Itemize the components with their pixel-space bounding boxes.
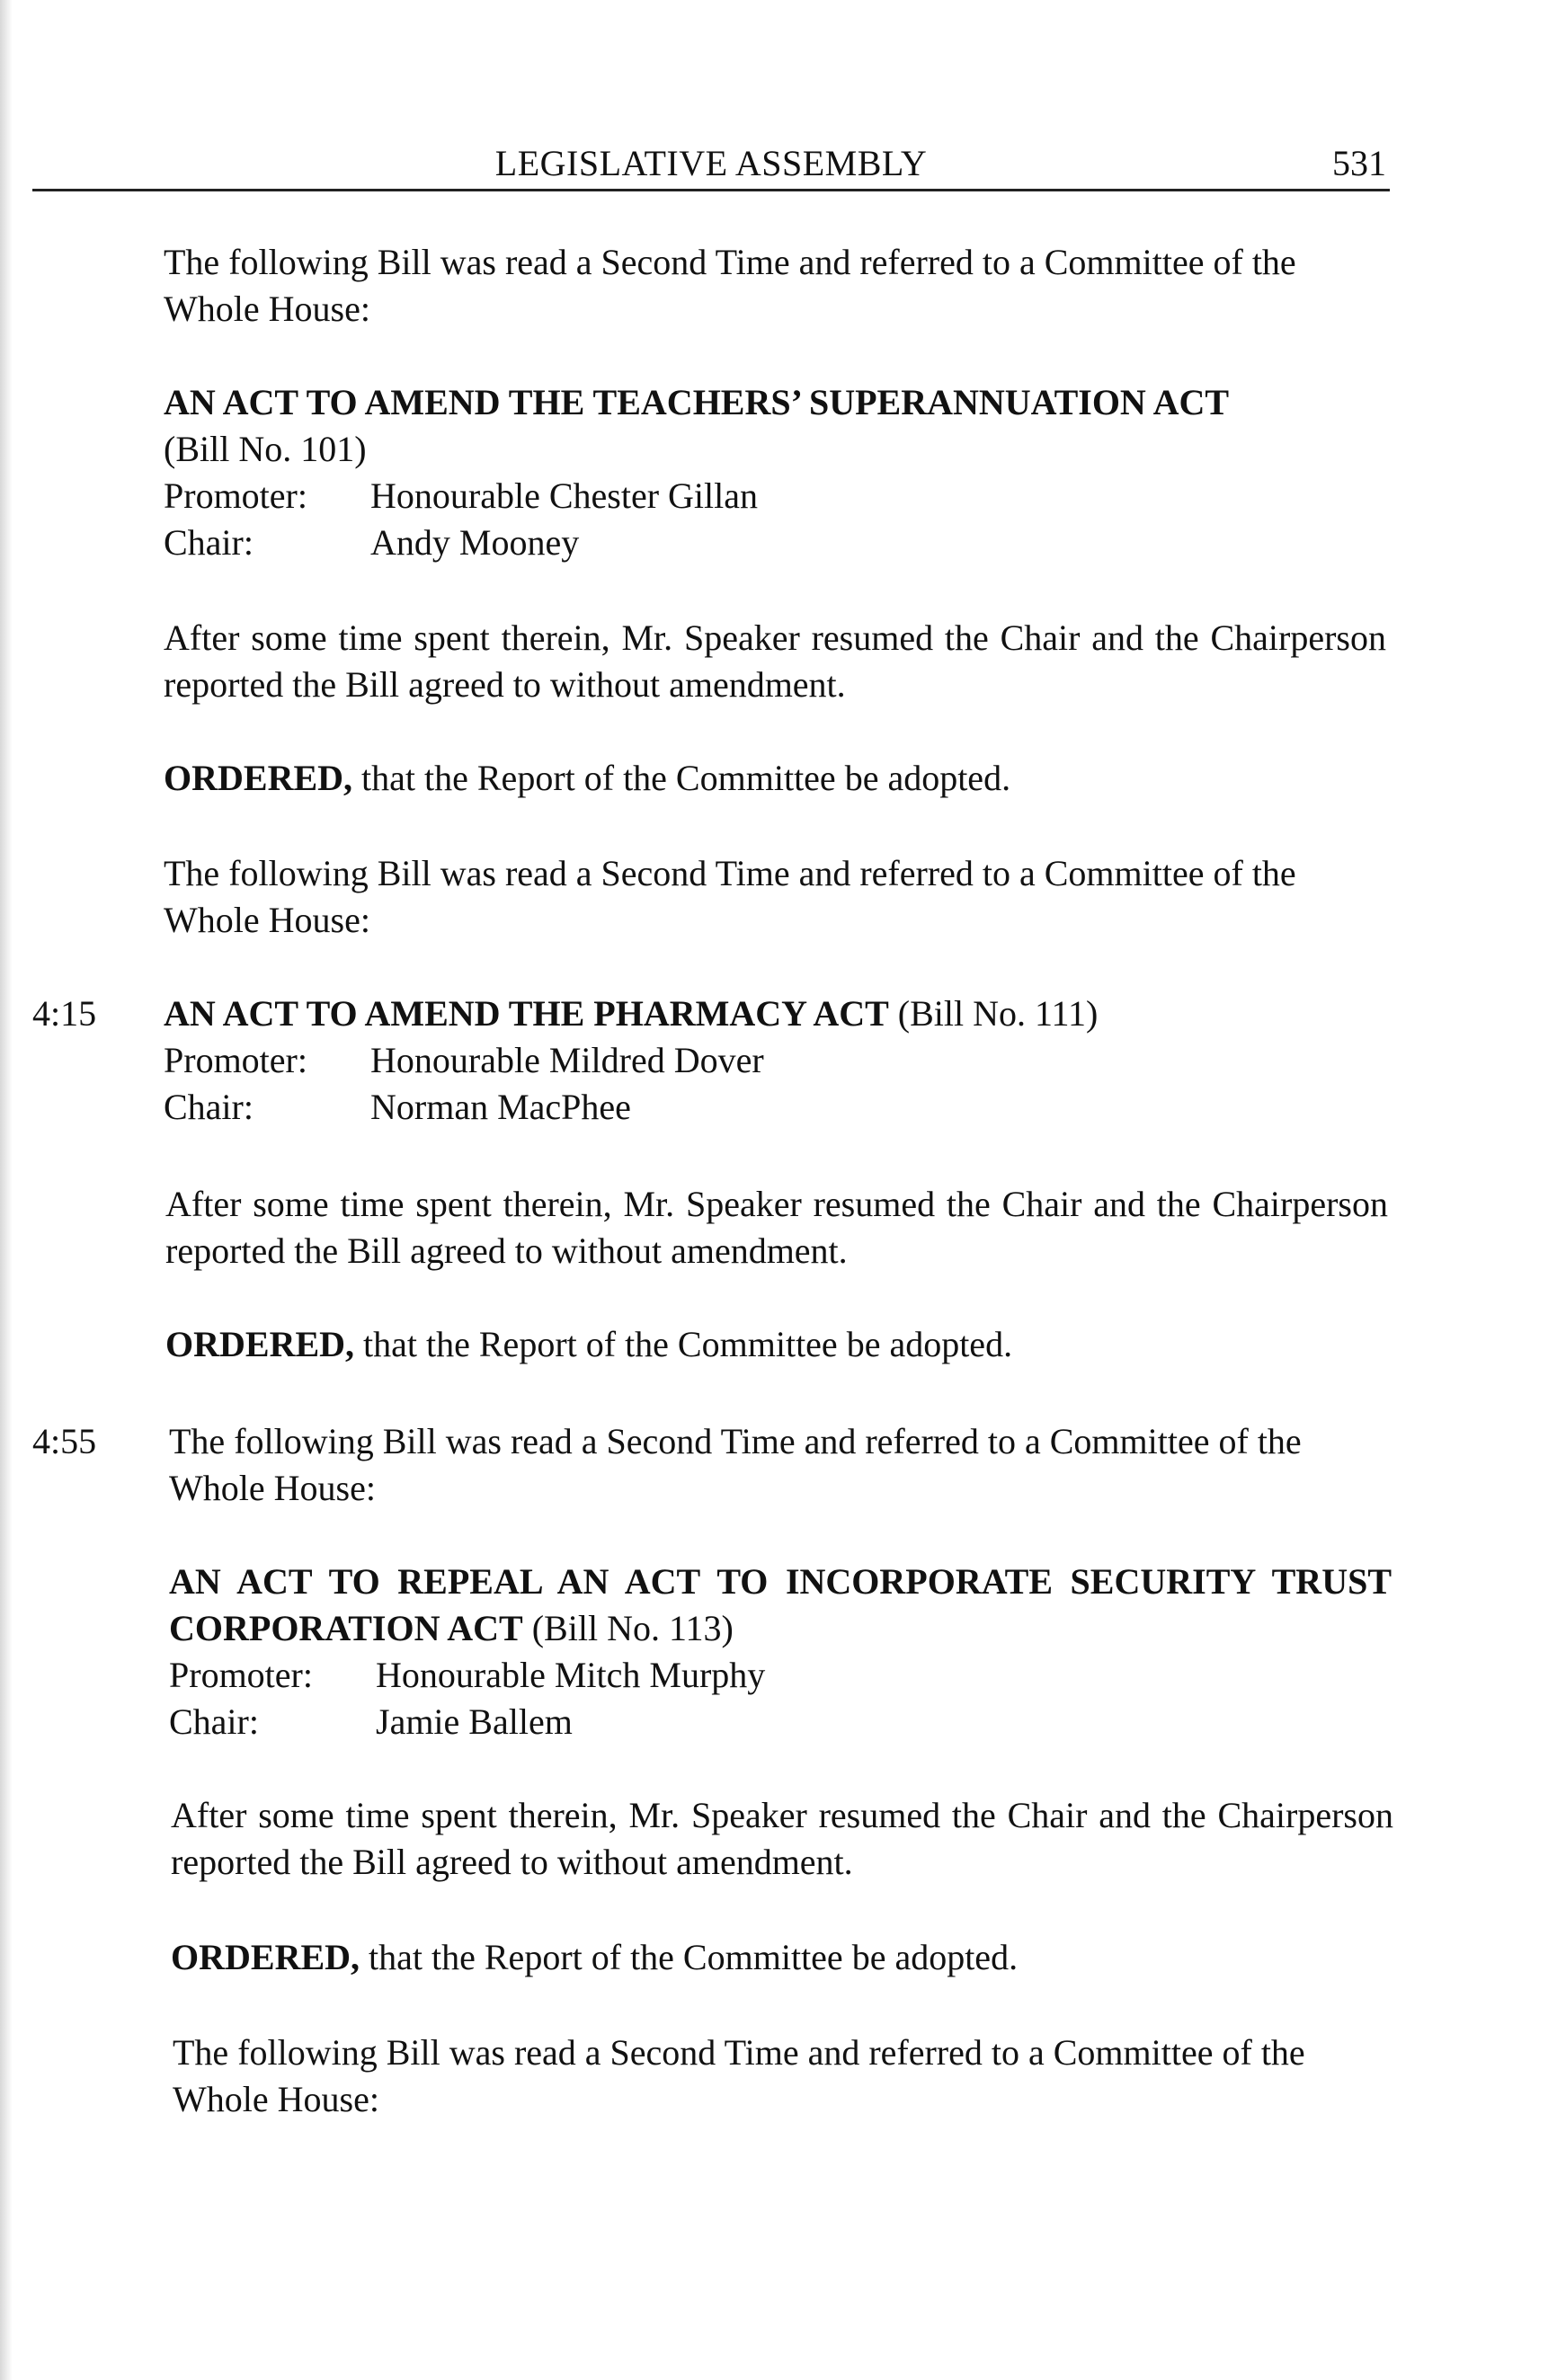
chair-name: Norman MacPhee bbox=[370, 1087, 631, 1127]
promoter-row bbox=[164, 1037, 1332, 1084]
chair-name: Andy Mooney bbox=[370, 522, 580, 563]
chair-label: Chair: bbox=[164, 1087, 254, 1127]
chair-row bbox=[169, 1699, 1338, 1745]
ordered-text: that the Report of the Committee be adopted. bbox=[352, 758, 1011, 798]
committee-report: After some time spent therein, Mr. Speaker resumed the Chair and the Chairperson reported the Bill agreed to without amendment. bbox=[165, 1184, 1388, 1271]
bill-intro: The following Bill was read a Second Time and referred to a Committee of the Whole House: bbox=[169, 1421, 1302, 1508]
committee-report: After some time spent therein, Mr. Speaker resumed the Chair and the Chairperson reported the Bill agreed to without amendment. bbox=[164, 617, 1386, 705]
bill-number: (Bill No. 113) bbox=[522, 1608, 734, 1648]
promoter-name: Honourable Chester Gillan bbox=[370, 475, 758, 516]
act-title bbox=[164, 990, 1422, 1037]
time-marker: 4:15 bbox=[32, 993, 97, 1034]
bill-number: (Bill No. 101) bbox=[164, 429, 367, 469]
promoter-label: Promoter: bbox=[164, 475, 307, 516]
chair-row bbox=[164, 1084, 1332, 1131]
bill-intro: The following Bill was read a Second Time and referred to a Committee of the Whole House: bbox=[164, 853, 1296, 940]
ordered-keyword: ORDERED, bbox=[171, 1937, 360, 1977]
chair-label: Chair: bbox=[169, 1701, 259, 1742]
act-title bbox=[164, 379, 1422, 426]
chair-row bbox=[164, 520, 1332, 566]
bill-intro: The following Bill was read a Second Time and referred to a Committee of the Whole House: bbox=[173, 2032, 1305, 2119]
promoter-label: Promoter: bbox=[169, 1655, 313, 1695]
bill-intro: The following Bill was read a Second Time and referred to a Committee of the Whole House: bbox=[164, 242, 1296, 329]
promoter-row bbox=[169, 1652, 1338, 1699]
page-number: 531 bbox=[1332, 143, 1386, 183]
ordered-text: that the Report of the Committee be adopted. bbox=[360, 1937, 1019, 1977]
act-title-text: AN ACT TO AMEND THE PHARMACY ACT bbox=[164, 993, 889, 1034]
ordered-keyword: ORDERED, bbox=[164, 758, 353, 798]
ordered-keyword: ORDERED, bbox=[165, 1324, 355, 1364]
ordered-statement bbox=[165, 1321, 1388, 1368]
promoter-name: Honourable Mildred Dover bbox=[370, 1040, 764, 1080]
page-edge-shadow bbox=[0, 0, 13, 2380]
time-marker: 4:55 bbox=[32, 1421, 97, 1461]
chair-label: Chair: bbox=[164, 522, 254, 563]
page-header bbox=[32, 142, 1390, 191]
promoter-label: Promoter: bbox=[164, 1040, 307, 1080]
bill-number: (Bill No. 111) bbox=[888, 993, 1099, 1034]
act-title-text: AN ACT TO REPEAL AN ACT TO INCORPORATE SECURITY TRUST CORPORATION ACT bbox=[169, 1561, 1392, 1648]
header-title: LEGISLATIVE ASSEMBLY bbox=[494, 143, 928, 183]
chair-name: Jamie Ballem bbox=[376, 1701, 573, 1742]
promoter-row bbox=[164, 473, 1332, 520]
promoter-name: Honourable Mitch Murphy bbox=[376, 1655, 766, 1695]
committee-report: After some time spent therein, Mr. Speaker resumed the Chair and the Chairperson reported the Bill agreed to without amendment. bbox=[171, 1795, 1393, 1882]
act-title bbox=[169, 1559, 1392, 1652]
ordered-text: that the Report of the Committee be adopted. bbox=[354, 1324, 1013, 1364]
ordered-statement bbox=[171, 1934, 1393, 1981]
ordered-statement bbox=[164, 755, 1386, 802]
act-title-text: AN ACT TO AMEND THE TEACHERS’ SUPERANNUATION ACT bbox=[164, 382, 1230, 422]
